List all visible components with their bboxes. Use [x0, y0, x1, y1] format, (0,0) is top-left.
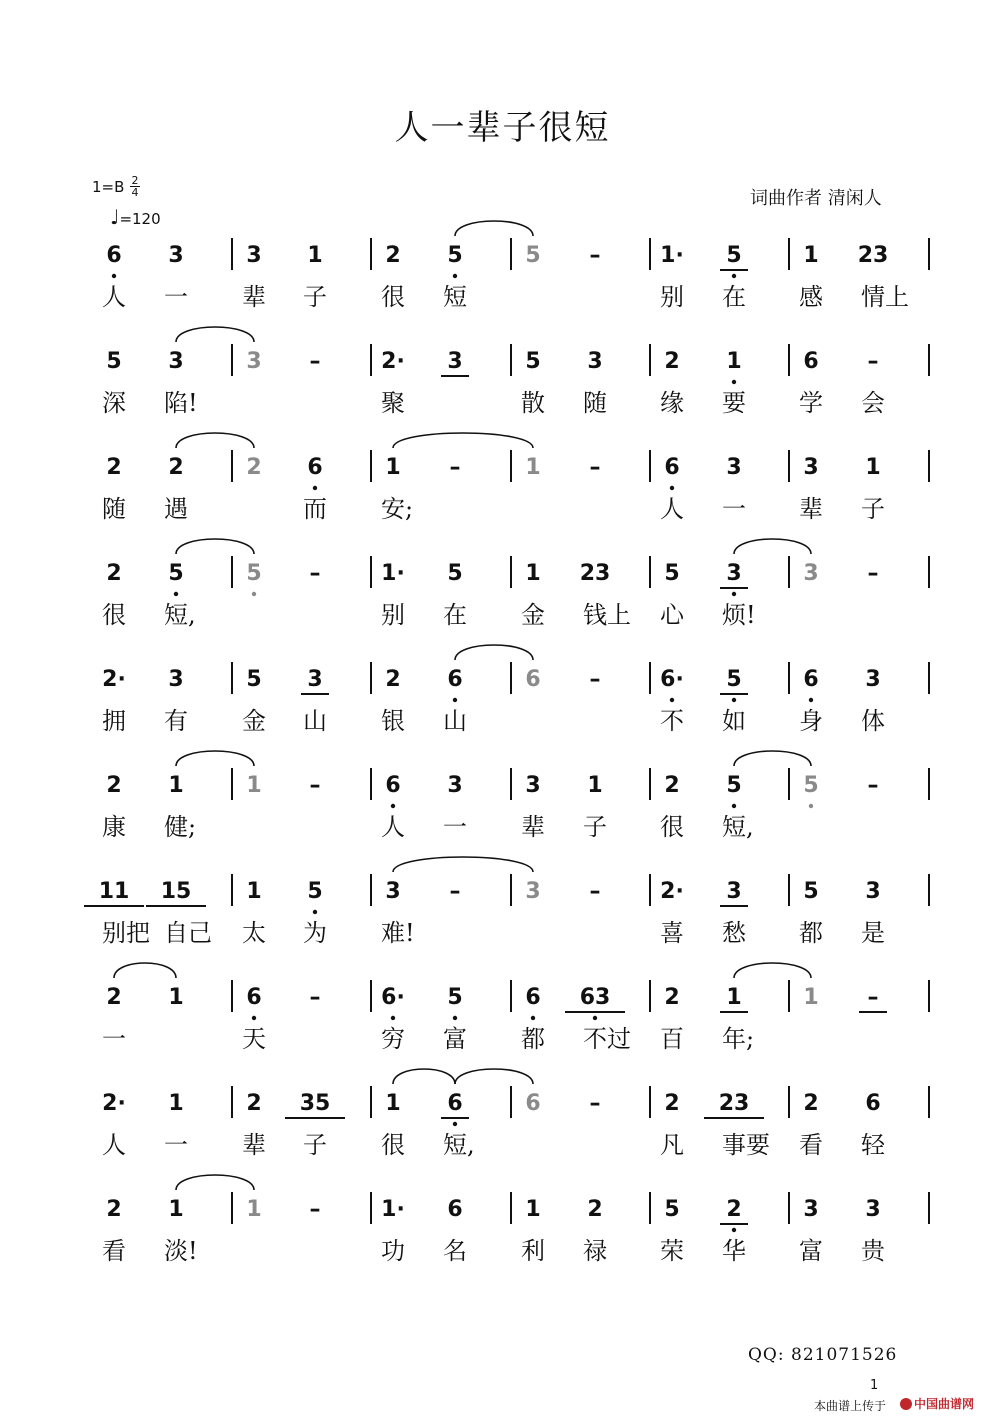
lyric: 百: [660, 1025, 684, 1053]
note: –: [309, 773, 321, 798]
note: 23: [718, 1091, 750, 1116]
lyric: 淡!: [164, 1237, 198, 1265]
lyric: 感: [799, 283, 823, 311]
note: 3: [246, 243, 262, 268]
note: –: [589, 1091, 601, 1116]
note: 6: [803, 667, 819, 692]
note: 5: [726, 243, 742, 268]
octave-dot: [252, 1016, 256, 1020]
note: 6: [307, 455, 323, 480]
lyric: 心: [660, 601, 684, 629]
note: –: [867, 773, 879, 798]
lyric: 聚: [381, 389, 405, 417]
lyric: 烦!: [722, 601, 756, 629]
score-title: 人一辈子很短: [394, 108, 611, 148]
note: 1: [307, 243, 323, 268]
lyric: 金: [521, 601, 545, 629]
note: –: [867, 561, 879, 586]
lyric: 一: [443, 813, 467, 841]
lyric: 体: [861, 707, 885, 735]
octave-dot: [732, 592, 736, 596]
lyric: 短,: [722, 813, 754, 841]
note: 2: [246, 1091, 262, 1116]
note: 3: [447, 349, 463, 374]
octave-dot: [453, 1122, 457, 1126]
tempo-value: =120: [119, 210, 161, 228]
lyric: 辈: [799, 495, 823, 523]
note: 5: [803, 879, 819, 904]
note: 2·: [660, 879, 684, 904]
tie-arc: [176, 327, 254, 342]
lyric: 如: [722, 707, 746, 735]
lyric: 一: [722, 495, 746, 523]
lyric: 别把: [102, 919, 150, 947]
note: 3: [865, 879, 881, 904]
note: 6: [664, 455, 680, 480]
note: 6: [246, 985, 262, 1010]
logo-icon: [900, 1398, 912, 1410]
lyric: 功: [381, 1237, 405, 1265]
note: –: [867, 985, 879, 1010]
note: 6: [447, 1197, 463, 1222]
note: 2·: [381, 349, 405, 374]
tie-arc: [734, 963, 811, 978]
note: 1: [168, 1091, 184, 1116]
lyric: 看: [102, 1237, 126, 1265]
lyric: 凡: [660, 1131, 684, 1159]
note: 1: [865, 455, 881, 480]
lyric: 别: [660, 283, 684, 311]
note: 11: [98, 879, 130, 904]
logo-text: 中国曲谱网: [914, 1397, 975, 1411]
lyric: 散: [521, 389, 545, 417]
lyric: 太: [242, 919, 266, 947]
note: 5: [168, 561, 184, 586]
note: 1: [168, 1197, 184, 1222]
note: 5: [447, 561, 463, 586]
page-number: 1: [870, 1378, 879, 1393]
lyric: 情上: [861, 283, 909, 311]
lyric: 会: [861, 389, 885, 417]
lyric: 都: [799, 919, 823, 947]
note: 2: [106, 773, 122, 798]
lyric: 健;: [164, 813, 197, 841]
lyric: 山: [443, 707, 467, 735]
note: 2: [385, 243, 401, 268]
lyric: 人: [381, 813, 405, 841]
note: 2: [587, 1197, 603, 1222]
note: 1·: [381, 561, 405, 586]
note: 1: [726, 349, 742, 374]
lyric: 喜: [660, 919, 684, 947]
note: 3: [525, 773, 541, 798]
note: –: [309, 561, 321, 586]
lyric: 金: [242, 707, 266, 735]
note: 6: [106, 243, 122, 268]
note: 35: [299, 1091, 331, 1116]
lyric: 名: [443, 1237, 467, 1265]
octave-dot: [732, 698, 736, 702]
lyric: 天: [242, 1025, 266, 1053]
tie-arc: [393, 433, 533, 448]
octave-dot: [809, 804, 813, 808]
note: 1: [168, 985, 184, 1010]
lyric: 利: [521, 1237, 545, 1265]
octave-dot: [391, 804, 395, 808]
note: 6: [803, 349, 819, 374]
note: 1: [168, 773, 184, 798]
lyric: 华: [722, 1237, 746, 1265]
octave-dot: [252, 592, 256, 596]
note: 2: [664, 773, 680, 798]
note: 2·: [102, 667, 126, 692]
lyric: 随: [102, 495, 126, 523]
note: 2: [664, 349, 680, 374]
note: 5: [664, 1197, 680, 1222]
note: 5: [246, 561, 262, 586]
note: 3: [803, 455, 819, 480]
note: 2: [106, 1197, 122, 1222]
note: 1: [246, 773, 262, 798]
note: 1·: [660, 243, 684, 268]
tie-arc: [455, 1069, 533, 1084]
octave-dot: [391, 1016, 395, 1020]
tie-arc: [176, 539, 254, 554]
octave-dot: [732, 274, 736, 278]
site-logo: [900, 1395, 974, 1412]
tie-arc: [176, 1175, 254, 1190]
lyric: 安;: [381, 495, 414, 523]
note: –: [449, 455, 461, 480]
note: 1: [587, 773, 603, 798]
note: 2: [246, 455, 262, 480]
quarter-note-icon: ♩: [110, 205, 120, 229]
tie-arc: [393, 1069, 455, 1084]
lyric: 陷!: [164, 389, 198, 417]
note: 6: [865, 1091, 881, 1116]
octave-dot: [732, 1228, 736, 1232]
tie-arc: [455, 645, 533, 660]
meter-top: 2: [131, 174, 139, 187]
lyric: 子: [303, 283, 327, 311]
note: –: [589, 455, 601, 480]
note: 2: [664, 985, 680, 1010]
lyric: 难!: [381, 919, 415, 947]
lyric: 有: [164, 707, 188, 735]
octave-dot: [732, 804, 736, 808]
lyric: 银: [381, 707, 405, 735]
note: 6: [447, 1091, 463, 1116]
lyric: 在: [443, 601, 467, 629]
note: 23: [857, 243, 889, 268]
note: 3: [803, 561, 819, 586]
note: 5: [246, 667, 262, 692]
note: 3: [525, 879, 541, 904]
lyric: 很: [381, 283, 405, 311]
note: –: [589, 243, 601, 268]
lyric: 很: [102, 601, 126, 629]
octave-dot: [732, 380, 736, 384]
note: 1: [246, 879, 262, 904]
lyric: 身: [799, 707, 823, 735]
note: 2·: [102, 1091, 126, 1116]
lyric: 富: [799, 1237, 823, 1265]
octave-dot: [453, 698, 457, 702]
upload-note: 本曲谱上传于: [814, 1399, 887, 1413]
octave-dot: [809, 698, 813, 702]
lyric: 一: [164, 1131, 188, 1159]
note: 6: [525, 1091, 541, 1116]
note: 3: [803, 1197, 819, 1222]
lyric: 别: [381, 601, 405, 629]
lyric: 年;: [722, 1025, 755, 1053]
note: 5: [726, 667, 742, 692]
lyric: 荣: [660, 1237, 684, 1265]
note: 1: [525, 455, 541, 480]
lyric: 短,: [164, 601, 196, 629]
lyric: 短: [443, 283, 467, 311]
octave-dot: [453, 274, 457, 278]
lyric: 贵: [861, 1237, 885, 1265]
lyric: 辈: [521, 813, 545, 841]
note: 2: [168, 455, 184, 480]
lyric: 不过: [583, 1025, 631, 1053]
note: 2: [726, 1197, 742, 1222]
lyric: 是: [861, 919, 885, 947]
note: 1: [246, 1197, 262, 1222]
note: 2: [106, 455, 122, 480]
key-signature: 1=B: [92, 178, 125, 196]
lyric: 短,: [443, 1131, 475, 1159]
note: 1: [726, 985, 742, 1010]
lyric: 钱上: [583, 601, 631, 629]
note: 2: [106, 985, 122, 1010]
meter-bottom: 4: [131, 186, 139, 199]
note: 2: [106, 561, 122, 586]
tie-arc: [455, 221, 533, 236]
lyric: 富: [443, 1025, 467, 1053]
note: 5: [307, 879, 323, 904]
qq-contact: QQ: 821071526: [748, 1345, 898, 1365]
lyric: 子: [861, 495, 885, 523]
note: 2: [664, 1091, 680, 1116]
lyric: 看: [799, 1131, 823, 1159]
lyric: 穷: [381, 1025, 405, 1053]
lyric: 山: [303, 707, 327, 735]
note: 3: [168, 667, 184, 692]
note: 3: [726, 879, 742, 904]
note: –: [309, 349, 321, 374]
lyric: 在: [722, 283, 746, 311]
note: 3: [246, 349, 262, 374]
note: 5: [106, 349, 122, 374]
note: 6·: [660, 667, 684, 692]
lyric: 愁: [722, 919, 746, 947]
note: –: [449, 879, 461, 904]
note: 1: [803, 985, 819, 1010]
note: 1: [803, 243, 819, 268]
lyric: 都: [521, 1025, 545, 1053]
lyric: 遇: [164, 495, 188, 523]
note: –: [589, 667, 601, 692]
lyric: 要: [722, 389, 746, 417]
lyric: 一: [102, 1025, 126, 1053]
octave-dot: [313, 486, 317, 490]
note: 1: [525, 1197, 541, 1222]
tie-arc: [176, 433, 254, 448]
note: –: [867, 349, 879, 374]
note: 6·: [381, 985, 405, 1010]
octave-dot: [593, 1016, 597, 1020]
lyric: 人: [102, 283, 126, 311]
lyric: 学: [799, 389, 823, 417]
note: 3: [168, 243, 184, 268]
note: 6: [525, 667, 541, 692]
lyric: 而: [303, 495, 327, 523]
lyric: 事要: [722, 1131, 770, 1159]
note: 23: [579, 561, 611, 586]
note: 3: [447, 773, 463, 798]
note: 3: [865, 1197, 881, 1222]
note: 6: [385, 773, 401, 798]
lyric: 禄: [583, 1237, 607, 1265]
lyric: 很: [660, 813, 684, 841]
octave-dot: [174, 592, 178, 596]
lyric: 辈: [242, 1131, 266, 1159]
lyric: 缘: [660, 389, 684, 417]
note: 3: [385, 879, 401, 904]
tie-arc: [393, 857, 533, 872]
note: –: [309, 985, 321, 1010]
note: 5: [664, 561, 680, 586]
tie-arc: [734, 539, 811, 554]
note: 5: [803, 773, 819, 798]
octave-dot: [112, 274, 116, 278]
lyric: 人: [102, 1131, 126, 1159]
note: 15: [160, 879, 192, 904]
lyric: 轻: [861, 1131, 885, 1159]
lyric: 人: [660, 495, 684, 523]
note: 3: [726, 455, 742, 480]
octave-dot: [670, 486, 674, 490]
octave-dot: [670, 698, 674, 702]
note: 3: [865, 667, 881, 692]
lyric: 随: [583, 389, 607, 417]
note: –: [309, 1197, 321, 1222]
lyric: 一: [164, 283, 188, 311]
note: 1: [385, 455, 401, 480]
note: 1: [385, 1091, 401, 1116]
note: 5: [447, 985, 463, 1010]
note: 1: [525, 561, 541, 586]
lyric: 子: [583, 813, 607, 841]
lyric: 康: [102, 813, 126, 841]
lyric: 拥: [102, 707, 126, 735]
lyric: 辈: [242, 283, 266, 311]
lyric: 不: [660, 707, 684, 735]
note: 6: [525, 985, 541, 1010]
note: 3: [168, 349, 184, 374]
tie-arc: [734, 751, 811, 766]
note: 3: [307, 667, 323, 692]
lyric: 很: [381, 1131, 405, 1159]
note: 3: [587, 349, 603, 374]
octave-dot: [531, 1016, 535, 1020]
lyric: 自己: [164, 919, 212, 947]
note: 5: [447, 243, 463, 268]
note: 1·: [381, 1197, 405, 1222]
lyric: 为: [303, 919, 327, 947]
note: –: [589, 879, 601, 904]
note: 3: [726, 561, 742, 586]
note: 5: [525, 349, 541, 374]
note: 2: [803, 1091, 819, 1116]
note: 2: [385, 667, 401, 692]
octave-dot: [453, 1016, 457, 1020]
author-credit: 词曲作者 清闲人: [750, 188, 882, 209]
tie-arc: [176, 751, 254, 766]
lyric: 子: [303, 1131, 327, 1159]
lyric: 深: [102, 389, 126, 417]
note: 63: [579, 985, 611, 1010]
note: 5: [726, 773, 742, 798]
octave-dot: [313, 910, 317, 914]
tie-arc: [114, 963, 176, 978]
note: 6: [447, 667, 463, 692]
note: 5: [525, 243, 541, 268]
